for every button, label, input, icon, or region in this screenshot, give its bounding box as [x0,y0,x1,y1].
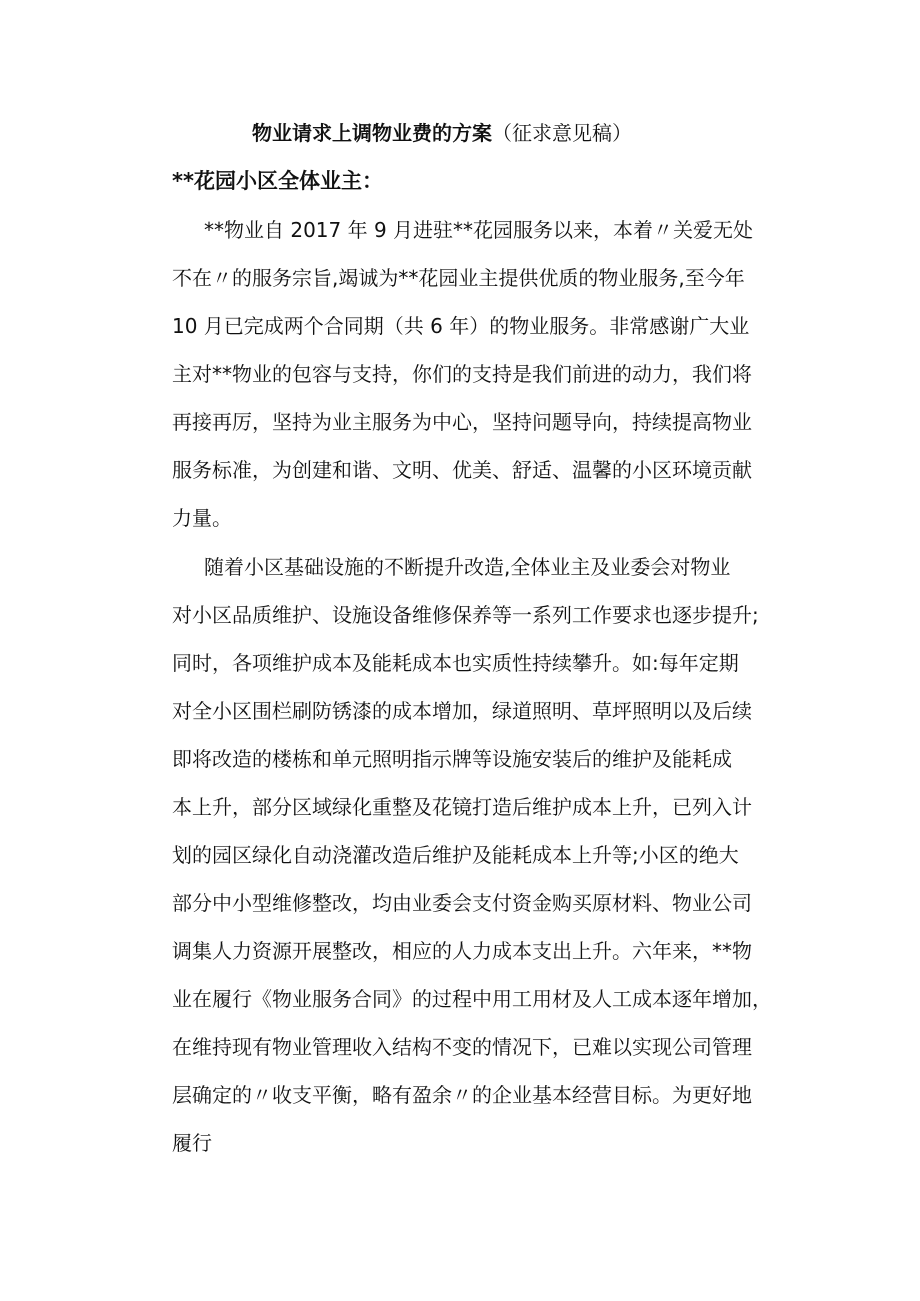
title-main: 物业请求上调物业费的方案 [252,121,492,145]
paragraph-cost-increase [172,543,792,1167]
text-line: 10 月已完成两个合同期（共 6 年）的物业服务。非常感谢广大业 [172,314,750,338]
text-line: 本上升，部分区域绿化重整及花镜打造后维护成本上升，已列入计 [172,795,752,819]
text-line: 业在履行《物业服务合同》的过程中用工用材及人工成本逐年增加， [172,987,772,1011]
text-line: 再接再厉，坚持为业主服务为中心，坚持问题导向，持续提高物业 [172,410,752,434]
salutation: **花园小区全体业主： [172,169,383,193]
text-line: 调集人力资源开展整改，相应的人力成本支出上升。六年来，**物 [172,939,752,963]
text-line: **物业自 2017 年 9 月进驻**花园服务以来，本着〃关爱无处 [204,218,754,242]
text-line: 层确定的〃收支平衡，略有盈余〃的企业基本经营目标。为更好地 [172,1083,752,1107]
text-line: 部分中小型维修整改，均由业委会支付资金购买原材料、物业公司 [172,891,752,915]
text-line: 力量。 [172,506,232,530]
text-line: 对全小区围栏刷防锈漆的成本增加，绿道照明、草坪照明以及后续 [172,699,752,723]
text-line: 在维持现有物业管理收入结构不变的情况下，已难以实现公司管理 [172,1035,752,1059]
text-line: 服务标准，为创建和谐、文明、优美、舒适、温馨的小区环境贡献 [172,458,752,482]
text-line: 履行 [172,1131,212,1155]
text-line: 划的园区绿化自动浇灌改造后维护及能耗成本上升等;小区的绝大 [172,843,739,867]
text-line: 主对**物业的包容与支持，你们的支持是我们前进的动力，我们将 [172,362,752,386]
document-title [252,116,632,150]
paragraph-intro [172,206,792,542]
text-line: 即将改造的楼栋和单元照明指示牌等设施安装后的维护及能耗成 [172,747,732,771]
text-line: 随着小区基础设施的不断提升改造,全体业主及业委会对物业 [204,555,731,579]
text-line: 对小区品质维护、设施设备维修保养等一系列工作要求也逐步提升; [172,603,759,627]
text-line: 不在〃的服务宗旨,竭诚为**花园业主提供优质的物业服务,至今年 [172,266,745,290]
text-line: 同时，各项维护成本及能耗成本也实质性持续攀升。如:每年定期 [172,651,739,675]
title-subtitle: （征求意见稿） [492,121,632,145]
